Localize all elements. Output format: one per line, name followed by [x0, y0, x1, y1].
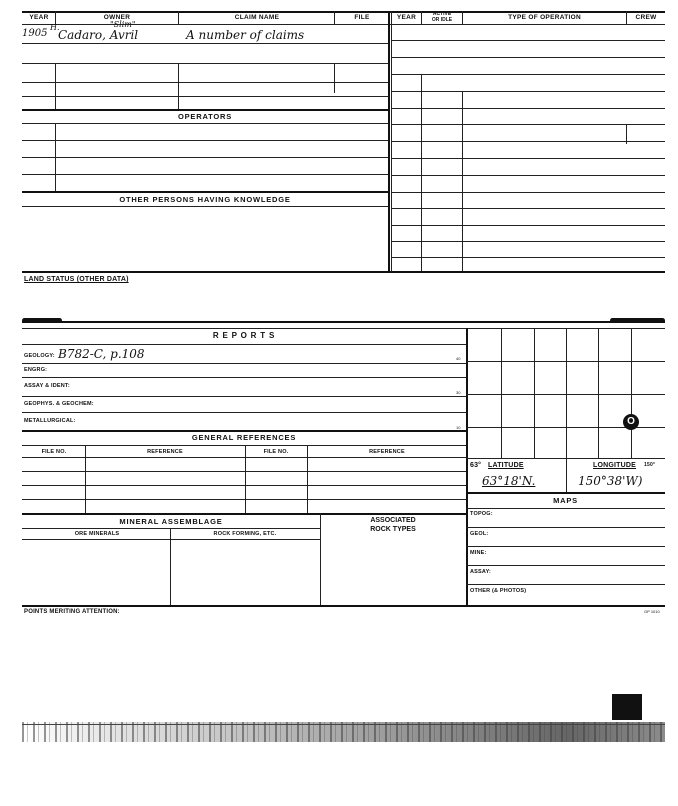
- rock-types-label: ROCK TYPES: [370, 526, 416, 533]
- operators-label: OPERATORS: [177, 112, 232, 121]
- reports-title: R E P O R T S: [212, 331, 276, 340]
- header-owner: OWNER: [103, 14, 131, 21]
- metallurgical-label: METALLURGICAL:: [24, 418, 76, 424]
- row-num-40: 40: [456, 356, 461, 361]
- rock-forming-header: ROCK FORMING, ETC.: [213, 531, 277, 537]
- land-status-label: LAND STATUS (OTHER DATA): [24, 276, 129, 283]
- longitude-label: LONGITUDE: [593, 462, 637, 469]
- maps-topog: TOPOG:: [470, 511, 493, 517]
- black-square: [612, 694, 642, 720]
- header-active: ACTIVE: [432, 11, 452, 17]
- header-or-idle: OR IDLE: [431, 17, 453, 23]
- mineral-assemblage-title: MINERAL ASSEMBLAGE: [119, 517, 223, 526]
- header-year: YEAR: [29, 14, 49, 21]
- entry-claim: A number of claims: [186, 28, 305, 42]
- geology-value: B782-C, p.108: [58, 347, 145, 361]
- maps-other: OTHER (& PHOTOS): [470, 588, 527, 594]
- row-num-10: 10: [456, 425, 461, 430]
- maps-assay: ASSAY:: [470, 569, 492, 575]
- file-no-header-1: FILE NO.: [41, 449, 67, 455]
- longitude-value: 150°38'W): [578, 474, 643, 488]
- entry-owner-nickname: "Slim": [110, 20, 136, 29]
- entry-owner: Cadaro, Avril: [58, 28, 139, 42]
- points-meriting-attention: POINTS MERITING ATTENTION:: [24, 609, 120, 615]
- lon-prefix: 150°: [644, 462, 656, 468]
- assay-ident-label: ASSAY & IDENT:: [24, 383, 70, 389]
- latitude-label: LATITUDE: [488, 462, 524, 469]
- file-no-header-2: FILE NO.: [263, 449, 289, 455]
- header-crew: CREW: [635, 14, 657, 21]
- associated-label: ASSOCIATED: [370, 517, 416, 524]
- reference-header-2: REFERENCE: [369, 449, 405, 455]
- other-persons-label: OTHER PERSONS HAVING KNOWLEDGE: [119, 195, 291, 204]
- geology-label: GEOLOGY:: [24, 353, 55, 359]
- maps-geol: GEOL:: [470, 531, 489, 537]
- circle-mark: O: [623, 414, 639, 430]
- header-file: FILE: [354, 14, 370, 21]
- entry-year: 1905: [22, 28, 48, 39]
- general-references-title: GENERAL REFERENCES: [191, 433, 297, 442]
- scan-noise-band: [22, 722, 665, 742]
- row-num-30: 30: [456, 390, 461, 395]
- maps-title: MAPS: [553, 496, 578, 505]
- header-year-2: YEAR: [396, 14, 417, 21]
- latitude-value: 63°18'N.: [482, 474, 536, 488]
- header-claim-name: CLAIM NAME: [234, 14, 280, 21]
- engrg-label: ENGRG:: [24, 367, 48, 373]
- reference-header-1: REFERENCE: [147, 449, 183, 455]
- form-number: GP 1010: [644, 609, 660, 614]
- header-type-of-operation: TYPE OF OPERATION: [508, 14, 581, 21]
- maps-mine: MINE:: [470, 550, 487, 556]
- ore-minerals-header: ORE MINERALS: [74, 531, 120, 537]
- lat-prefix: 63°: [470, 462, 482, 469]
- entry-owner-prefix: H.: [50, 23, 60, 32]
- geophys-label: GEOPHYS. & GEOCHEM:: [24, 401, 94, 407]
